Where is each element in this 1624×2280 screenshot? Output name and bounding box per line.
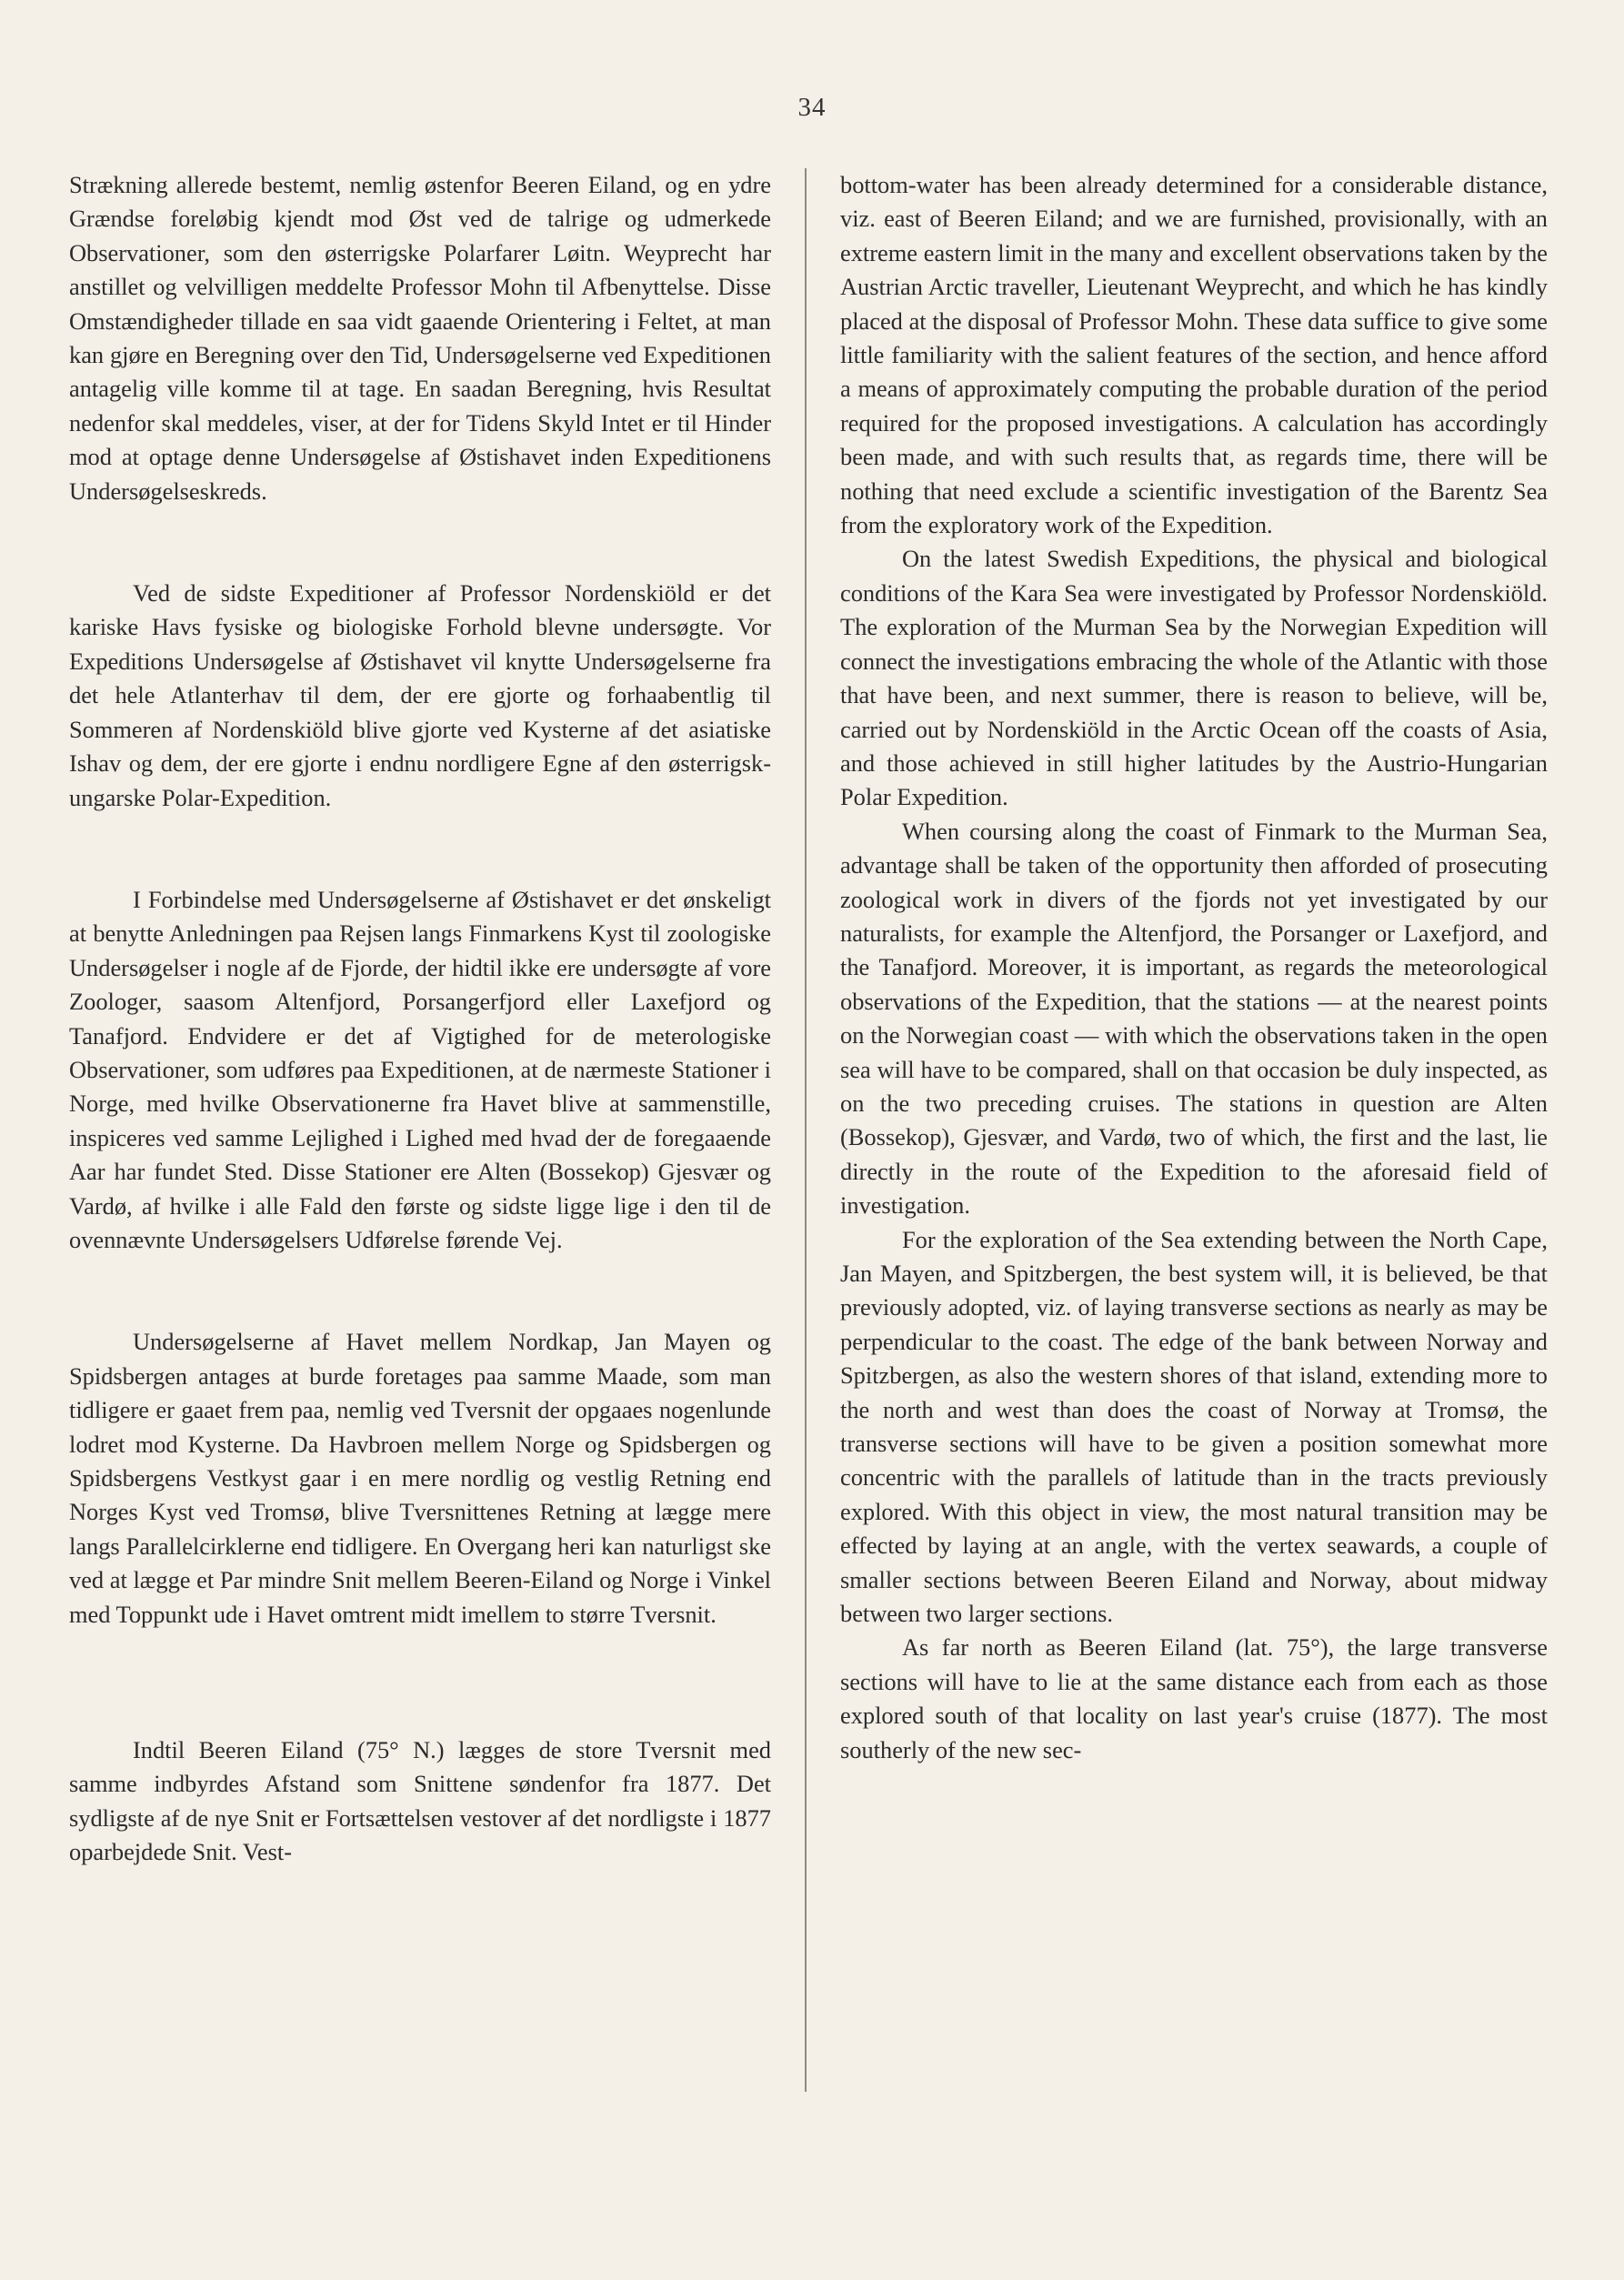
danish-paragraph-1: Strækning allerede bestemt, nemlig østenfor Beeren Eiland, og en ydre Grændse foreløbig kjendt mod Øst ved de talrige og udmerkede Observationer, som den østerrigske Polarfarer Løitn. Weyprecht har anstillet og velvilligen meddelte Professor Mohn til Afbenyttelse. Disse Omstændigheder tillade en saa vidt gaaende Orientering i Feltet, at man kan gjøre en Beregning over den Tid, Undersøgelserne ved Expeditionen antagelig ville komme til at tage. En saadan Beregning, hvis Resultat nedenfor skal meddeles, viser, at der for Tidens Skyld Intet er til Hinder mod at optage denne Undersøgelse af Østishavet inden Expeditionens Undersøgelseskreds.: [69, 171, 771, 505]
danish-paragraph-2: Ved de sidste Expeditioner af Professor Nordenskiöld er det kariske Havs fysiske og biologiske Forhold blevne undersøgte. Vor Expeditions Undersøgelse af Østishavet vil knytte Undersøgelserne fra det hele Atlanterhav til dem, der ere gjorte og forhaabentlig til Sommeren af Nordenskiöld blive gjorte ved Kysterne af det asiatiske Ishav og dem, der ere gjorte i endnu nordligere Egne af den østerrigsk-ungarske Polar-Expedition.: [69, 579, 771, 811]
english-paragraph-3: When coursing along the coast of Finmark to the Murman Sea, advantage shall be taken of the opportunity then afforded of prosecuting zoological work in divers of the fjords not yet investigated by our naturalists, for example the Altenfjord, the Porsanger or Laxefjord, and the Tanafjord. Moreover, it is important, as regards the meteorological observations of the Expedition, that the stations — at the nearest points on the Norwegian coast — with which the observations taken in the open sea will have to be compared, shall on that occasion be duly inspected, as on the two preceding cruises. The stations in question are Alten (Bossekop), Gjesvær, and Vardø, two of which, the first and the last, lie directly in the route of the Expedition to the aforesaid field of investigation.: [840, 817, 1548, 1220]
page-number: 34: [797, 93, 827, 122]
english-paragraph-1: bottom-water has been already determined for a considerable distance, viz. east of Beeren Eiland; and we are furnished, provisionally, with an extreme eastern limit in the many and excellent observations taken by the Austrian Arctic traveller, Lieutenant Weyprecht, and which he has kindly placed at the disposal of Professor Mohn. These data suffice to give some little familiarity with the salient features of the section, and hence afford a means of approximately computing the probable duration of the period required for the proposed investigations. A calculation has accordingly been made, and with such results that, as regards time, there will be nothing that need exclude a scientific investigation of the Barentz Sea from the exploratory work of the Expedition.: [840, 171, 1548, 539]
english-paragraph-5: As far north as Beeren Eiland (lat. 75°), the large transverse sections will have to lie at the same distance each from each as those explored south of that locality on last year's cruise (1877). The most southerly of the new sec-: [840, 1633, 1548, 1763]
english-paragraph-4: For the exploration of the Sea extending between the North Cape, Jan Mayen, and Spitzbergen, the best system will, it is believed, be that previously adopted, viz. of laying transverse sections as nearly as may be perpendicular to the coast. The edge of the bank between Norway and Spitzbergen, as also the western shores of that island, extending more to the north and west than does the coast of Norway at Tromsø, the transverse sections will have to be given a position somewhat more concentric with the parallels of latitude than in the tracts previously explored. With this object in view, the most natural transition may be effected by laying at an angle, with the vertex seawards, a couple of smaller sections between Beeren Eiland and Norway, about midway between two larger sections.: [840, 1225, 1548, 1628]
english-column: [840, 168, 1548, 1767]
danish-column: [69, 168, 771, 1870]
column-divider: [805, 168, 807, 2092]
danish-paragraph-4: Undersøgelserne af Havet mellem Nordkap, Jan Mayen og Spidsbergen antages at burde foretages paa samme Maade, som man tidligere er gaaet frem paa, nemlig ved Tversnit der opgaaes nogenlunde lodret mod Kysterne. Da Havbroen mellem Norge og Spidsbergen og Spidsbergens Vestkyst gaar i en mere nordlig og vestlig Retning end Norges Kyst ved Tromsø, blive Tversnittenes Retning at lægge mere langs Parallelcirklerne end tidligere. En Overgang heri kan naturligst ske ved at lægge et Par mindre Snit mellem Beeren-Eiland og Norge i Vinkel med Toppunkt ude i Havet omtrent midt imellem to større Tversnit.: [69, 1328, 771, 1628]
danish-paragraph-5: Indtil Beeren Eiland (75° N.) lægges de store Tversnit med samme indbyrdes Afstand som Snittene søndenfor fra 1877. Det sydligste af de nye Snit er Fortsættelsen vestover af det nordligste i 1877 oparbejdede Snit. Vest-: [69, 1736, 771, 1866]
english-paragraph-2: On the latest Swedish Expeditions, the physical and biological conditions of the Kara Sea were investigated by Professor Nordenskiöld. The exploration of the Murman Sea by the Norwegian Expedition will connect the investigations embracing the whole of the Atlantic with those that have been, and next summer, there is reason to believe, will be, carried out by Nordenskiöld in the Arctic Ocean off the coasts of Asia, and those achieved in still higher latitudes by the Austrio-Hungarian Polar Expedition.: [840, 545, 1548, 811]
danish-paragraph-3: I Forbindelse med Undersøgelserne af Østishavet er det ønskeligt at benytte Anledningen paa Rejsen langs Finmarkens Kyst til zoologiske Undersøgelser i nogle af de Fjorde, der hidtil ikke ere undersøgte af vore Zoologer, saasom Altenfjord, Porsangerfjord eller Laxefjord og Tanafjord. Endvidere er det af Vigtighed for de meterologiske Observationer, som udføres paa Expeditionen, at de nærmeste Stationer i Norge, med hvilke Observationerne fra Havet blive at sammenstille, inspiceres ved samme Lejlighed i Lighed med hvad der de foregaaende Aar har fundet Sted. Disse Stationer ere Alten (Bossekop) Gjesvær og Vardø, af hvilke i alle Fald den første og sidste ligge lige i den til de ovennævnte Undersøgelsers Udførelse førende Vej.: [69, 885, 771, 1253]
